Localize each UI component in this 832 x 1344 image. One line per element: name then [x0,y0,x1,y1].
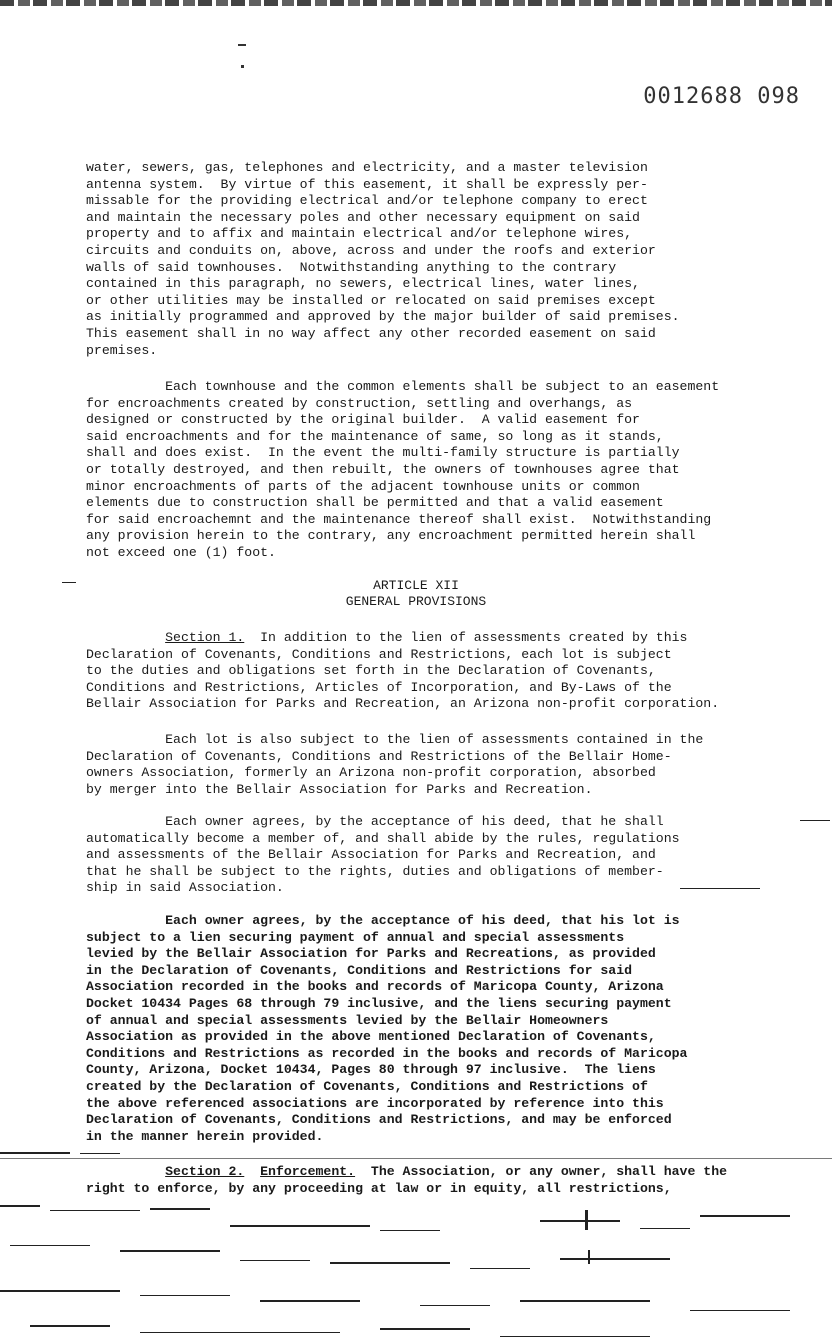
lien-paragraph: Each owner agrees, by the acceptance of his deed, that his lot is subject to a lien securing payment of annual and special assessments levied by the Bellair Association for Parks and Recreations, as provided in the Declaration of Covenants, Conditions and Restrictions for said Association recorded in the books and records of Maricopa County, Arizona Docket 10434 Pages 68 through 79 inclusive, and the liens securing payment of annual and special assessments levied by the Bellair Homeowners Association as provided in the above mentioned Declaration of Covenants, Conditions and Restrictions as recorded in the books and records of Maricopa County, Arizona, Docket 10434, Pages 80 through 97 inclusive. The liens created by the Declaration of Covenants, Conditions and Restrictions of the above referenced associations are incorporated by reference into this Declaration of Covenants, Conditions and Restrictions, and may be enforced in the manner herein provided. [86,913,688,1144]
section-1-label: Section 1. [165,630,245,645]
document-number: 0012688 098 [643,84,800,109]
scan-speck [62,582,76,583]
section-2-label: Section 2. [165,1164,245,1179]
scan-line [0,1158,832,1159]
easement-paragraph: water, sewers, gas, telephones and electricity, and a master television antenna system. By virtue of this easement, it shall be expressly per- missable for the providing electrical and/or telephone company to erect and maintain the necessary poles and other necessary equipment on said property and to affix and maintain electrical and/or telephone wires, circuits and conduits on, above, across and under the roofs and exterior walls of said townhouses. Notwithstanding anything to the contrary contained in this paragraph, no sewers, electrical lines, water lines, or other utilities may be installed or relocated on said premises except as initially programmed and approved by the major builder of said premises. This easement shall in no way affect any other recorded easement on said premises. [86,160,680,358]
encroachments-paragraph: Each townhouse and the common elements shall be subject to an easement for encroachments created by construction, settling and overhangs, as designed or constructed by the original builder. A valid easement for said encroachments and for the maintenance of same, so long as it stands, shall and does exist. In the event the multi-family structure is partially or totally destroyed, and then rebuilt, the owners of townhouses agree that minor encroachments of parts of the adjacent townhouse units or common elements due to construction shall be permitted and that a valid easement for said encroachemnt and the maintenance thereof shall exist. Notwithstanding any provision herein to the contrary, any encroachment permitted herein shall not exceed one (1) foot. [86,379,720,560]
scan-bottom-noise [0,1150,832,1344]
section-2-text: The Association, or any owner, shall have the right to enforce, by any proceeding at law or in equity, all restrictions, [86,1164,728,1196]
scan-speck [680,888,760,889]
section-1-text: In addition to the lien of assessments created by this Declaration of Covenants, Conditions and Restrictions, each lot is subject to the duties and obligations set forth in the Declaration of Covenants, Conditions and Restrictions, Articles of Incorporation, and By-Laws of the Bellair Association for Parks and Recreation, an Arizona non-profit corporation. [86,630,720,712]
scan-mark [241,65,244,68]
article-number: ARTICLE XII [373,578,459,593]
section-1-paragraph [86,630,756,713]
article-title: GENERAL PROVISIONS [345,594,487,609]
each-lot-paragraph: Each lot is also subject to the lien of assessments contained in the Declaration of Covenants, Conditions and Restrictions of the Bellair Home- owners Association, formerly an Arizona non-profit corporation, absorbed by merger into the Bellair Association for Parks and Recreation. [86,732,704,797]
scan-speck [800,820,830,821]
scan-edge-noise [0,0,832,6]
membership-paragraph: Each owner agrees, by the acceptance of his deed, that he shall automatically become a member of, and shall abide by the rules, regulations and assessments of the Bellair Association for Parks and Recreation, and that he shall be subject to the rights, duties and obligations of member- ship in said Association. [86,814,680,896]
section-2-title: Enforcement. [260,1164,356,1179]
scan-mark [238,44,246,46]
